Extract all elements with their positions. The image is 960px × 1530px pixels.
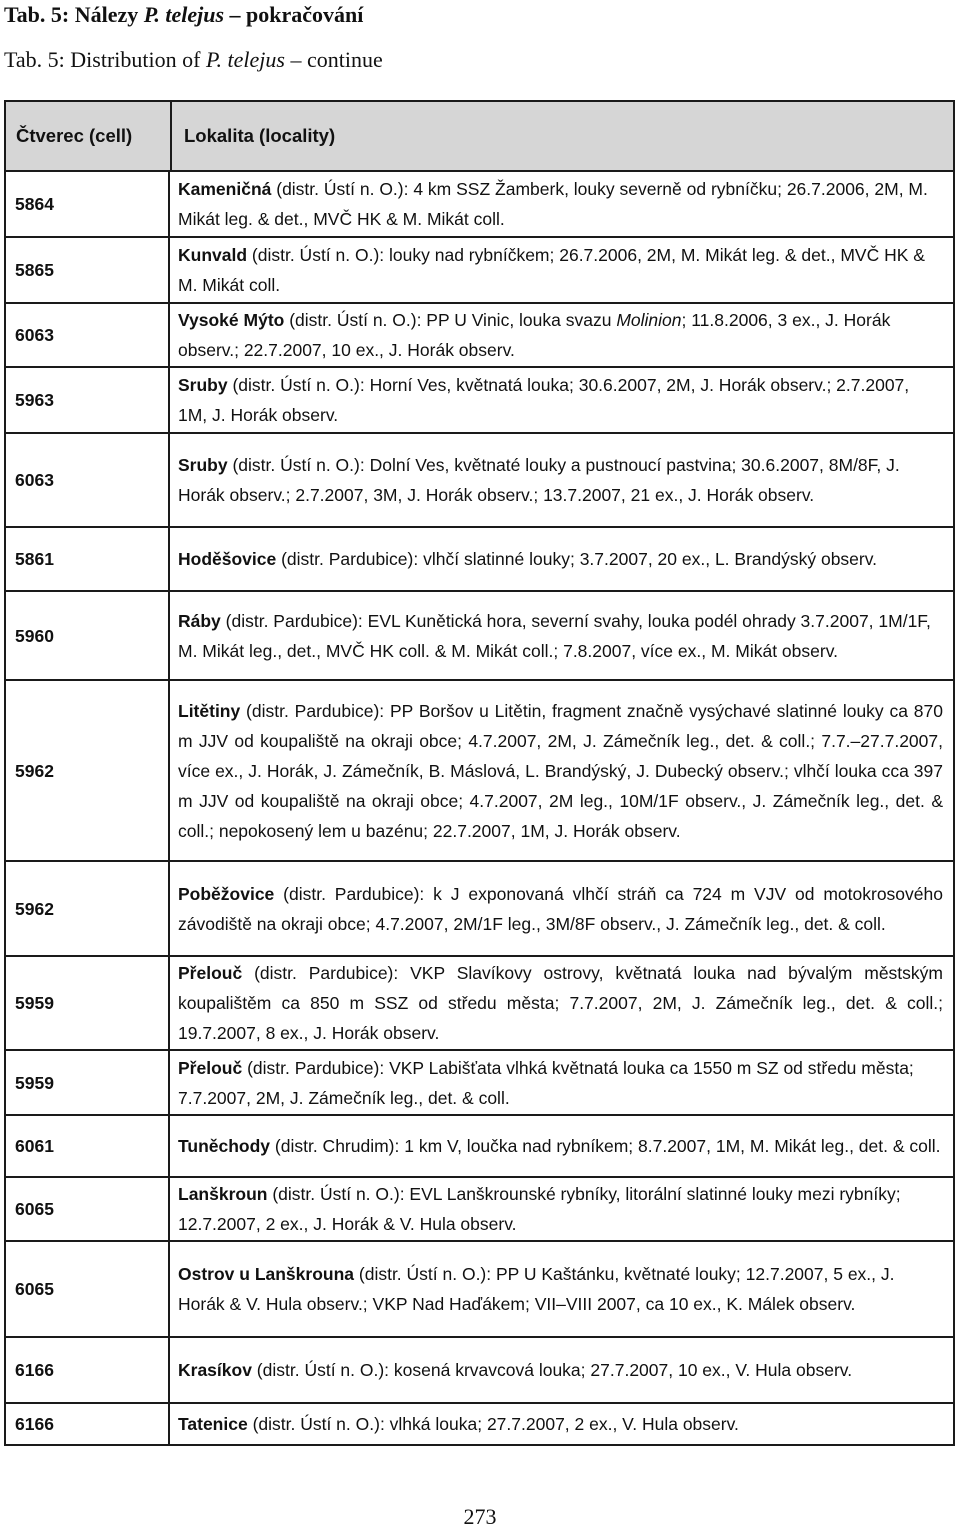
locality-text (169, 591, 954, 680)
title-cz-suffix: – pokračování (224, 2, 364, 27)
locality-name: Tatenice (178, 1414, 248, 1434)
locality-name: Lanškroun (178, 1184, 268, 1204)
cell-code: 6065 (5, 1177, 169, 1241)
locality-text (169, 433, 954, 527)
locality-text (169, 861, 954, 956)
locality-details: (distr. Ústí n. O.): EVL Lanškrounské rybníky, litorální slatinné louky mezi rybníky; 12.7.2007, 2 ex., J. Horák & V. Hula observ. (178, 1184, 901, 1234)
cell-code: 6063 (5, 303, 169, 367)
cell-code: 5861 (5, 527, 169, 591)
locality-details: (distr. Ústí n. O.): Horní Ves, květnatá louka; 30.6.2007, 2M, J. Horák observ.; 2.7.2007, 1M, J. Horák observ. (178, 375, 910, 425)
locality-details: (distr. Ústí n. O.): PP U Vinic, louka svazu (284, 310, 617, 330)
title-en-suffix: – continue (284, 47, 383, 72)
cell-code: 5960 (5, 591, 169, 680)
locality-text (169, 956, 954, 1050)
table-row (5, 861, 954, 956)
locality-name: Ráby (178, 610, 221, 631)
table-row (5, 303, 954, 367)
locality-text (169, 527, 954, 591)
cell-code: 6063 (5, 433, 169, 527)
cell-code: 5962 (5, 861, 169, 956)
cell-code: 5963 (5, 367, 169, 433)
locality-details: (distr. Pardubice): PP Boršov u Litětin, fragment značně vysýchavé slatinné louky ca 870 m JJV od koupaliště na okraji obce; 4.7.2007, 2M, J. Zámečník leg., det. & coll.; 7.7.–27.7.2007, více ex., J. Horák, J. Zámečník, B. Máslová, L. Brandýský, J. Dubecký observ.; vlhčí louka cca 397 m JJV od koupaliště na okraji obce; 4.7.2007, 2M leg., 10M/1F observ., J. Zámečník leg., det. & coll.; nepokosený lem u bazénu; 22.7.2007, 1M, J. Horák observ. (178, 700, 943, 841)
locality-name: Vysoké Mýto (178, 310, 285, 330)
locality-text (169, 237, 954, 303)
locality-details: (distr. Ústí n. O.): vlhká louka; 27.7.2007, 2 ex., V. Hula observ. (247, 1414, 739, 1434)
locality-name: Přelouč (178, 1057, 243, 1078)
locality-name: Poběžovice (178, 883, 275, 904)
cell-code: 5865 (5, 237, 169, 303)
locality-text (169, 303, 954, 367)
table-row (5, 367, 954, 433)
locality-details: (distr. Pardubice): k J exponovaná vlhčí stráň ca 724 m VJV od motokrosového závodiště na okraji obce; 4.7.2007, 2M/1F leg., 3M/8F observ., J. Zámečník leg., det. & coll. (178, 883, 943, 934)
locality-name: Litětiny (178, 700, 241, 721)
cell-code: 5959 (5, 956, 169, 1050)
locality-text (169, 367, 954, 433)
table-row (5, 237, 954, 303)
locality-text (169, 1403, 954, 1445)
table-row (5, 433, 954, 527)
table-row (5, 171, 954, 237)
title-cz-prefix: Tab. 5: Nálezy (4, 2, 144, 27)
habitat-name: Molinion (616, 310, 682, 330)
locality-text (169, 1337, 954, 1403)
column-header-locality: Lokalita (locality) (170, 102, 335, 170)
locality-details: (distr. Ústí n. O.): kosená krvavcová louka; 27.7.2007, 10 ex., V. Hula observ. (251, 1360, 853, 1380)
table-row (5, 1241, 954, 1337)
locality-details: (distr. Pardubice): EVL Kunětická hora, severní svahy, louka podél ohrady 3.7.2007, 1M/1F, M. Mikát leg., det., MVČ HK coll. & M. Mikát coll.; 7.8.2007, více ex., M. Mikát observ. (178, 610, 931, 661)
locality-details: (distr. Chrudim): 1 km V, loučka nad rybníkem; 8.7.2007, 1M, M. Mikát leg., det. & coll. (270, 1136, 941, 1156)
page-number: 273 (463, 1504, 497, 1529)
locality-name: Ostrov u Lanškrouna (178, 1264, 355, 1284)
cell-code: 6166 (5, 1337, 169, 1403)
table-title-english (4, 47, 383, 73)
table-row (5, 1337, 954, 1403)
table-body (5, 171, 954, 1445)
locality-text (169, 1115, 954, 1177)
header-cell (5, 101, 954, 171)
table-row (5, 1403, 954, 1445)
locality-details: (distr. Ústí n. O.): louky nad rybníčkem; 26.7.2006, 2M, M. Mikát leg. & det., MVČ HK & M. Mikát coll. (178, 245, 925, 295)
table-row (5, 1177, 954, 1241)
locality-text (169, 1177, 954, 1241)
table-title-czech (4, 2, 363, 28)
locality-details: (distr. Ústí n. O.): Dolní Ves, květnaté louky a pustnoucí pastvina; 30.6.2007, 8M/8F, J. Horák observ.; 2.7.2007, 3M, J. Horák observ.; 13.7.2007, 21 ex., J. Horák observ. (178, 455, 900, 505)
locality-details-cont: ; 11.8.2006, 3 ex., J. Horák observ.; 22.7.2007, 10 ex., J. Horák observ. (178, 310, 891, 360)
cell-code: 5959 (5, 1050, 169, 1115)
locality-text (169, 1241, 954, 1337)
locality-details: (distr. Ústí n. O.): PP U Kaštánku, květnaté louky; 12.7.2007, 5 ex., J. Horák & V. Hula observ.; VKP Nad Haďákem; VII–VIII 2007, ca 10 ex., K. Málek observ. (178, 1264, 895, 1314)
cell-code: 6061 (5, 1115, 169, 1177)
locality-text (169, 680, 954, 861)
locality-details: (distr. Pardubice): vlhčí slatinné louky; 3.7.2007, 20 ex., L. Brandýský observ. (276, 549, 878, 569)
title-species: P. telejus (143, 2, 225, 27)
locality-text (169, 1050, 954, 1115)
locality-name: Přelouč (178, 963, 243, 983)
table-row (5, 1115, 954, 1177)
locality-details: (distr. Pardubice): VKP Labišťata vlhká květnatá louka ca 1550 m SZ od středu města; 7.7.2007, 2M, J. Zámečník leg., det. & coll. (178, 1057, 914, 1108)
locality-name: Tuněchody (178, 1136, 271, 1156)
locality-name: Krasíkov (178, 1360, 252, 1380)
table-row (5, 680, 954, 861)
locality-name: Kunvald (178, 245, 248, 265)
locality-details: (distr. Ústí n. O.): 4 km SSZ Žamberk, louky severně od rybníčku; 26.7.2006, 2M, M. Mikát leg. & det., MVČ HK & M. Mikát coll. (178, 179, 928, 229)
header-row (5, 101, 954, 171)
locality-name: Sruby (178, 375, 228, 395)
locality-details: (distr. Pardubice): VKP Slavíkovy ostrovy, květnatá louka nad bývalým městským koupalištěm ca 850 m SSZ od středu města; 7.7.2007, 2M, J. Zámečník leg., det. & coll.; 19.7.2007, 8 ex., J. Horák observ. (178, 963, 943, 1043)
distribution-table (4, 100, 955, 1446)
column-header-cell: Čtverec (cell) (16, 125, 133, 146)
table-row (5, 1050, 954, 1115)
title-en-prefix: Tab. 5: Distribution of (4, 47, 206, 72)
cell-code: 5864 (5, 171, 169, 237)
table-row (5, 527, 954, 591)
cell-code: 6065 (5, 1241, 169, 1337)
table-row (5, 591, 954, 680)
locality-text (169, 171, 954, 237)
locality-name: Hoděšovice (178, 549, 277, 569)
locality-name: Kameničná (178, 179, 272, 199)
title-species-en: P. telejus (205, 47, 285, 72)
locality-name: Sruby (178, 455, 228, 475)
cell-code: 6166 (5, 1403, 169, 1445)
table-row (5, 956, 954, 1050)
cell-code: 5962 (5, 680, 169, 861)
